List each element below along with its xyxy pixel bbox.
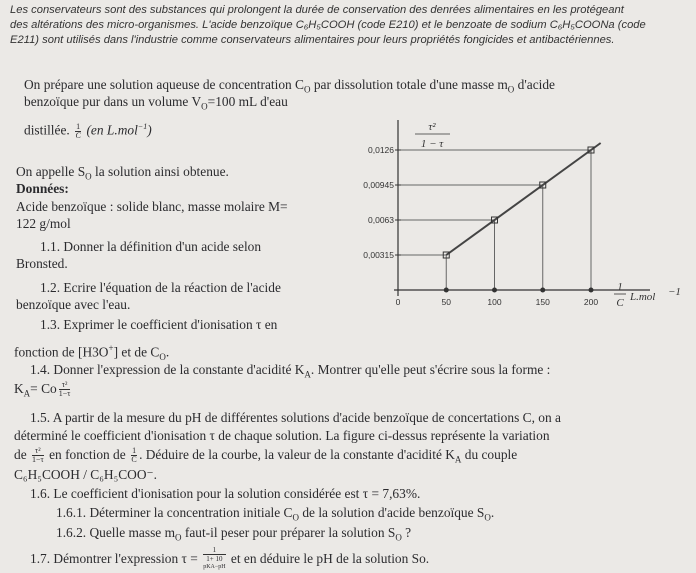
question-1-2-a: 1.2. Ecrire l'équation de la réaction de l'acide — [40, 280, 281, 295]
x-axis-marker — [589, 288, 594, 293]
question-1-4-a: 1.4. Donner l'expression de la constante d'acidité $K_A$. Montrer qu'elle peut s'écrire sous la forme : — [30, 362, 551, 380]
x-axis-marker — [492, 288, 497, 293]
question-1-3-a: 1.3. Exprimer le coefficient d'ionisation τ en — [40, 317, 278, 332]
x-tick-label: 0 — [395, 297, 401, 307]
paragraph-solution-name: On appelle $S_O$ la solution ainsi obtenue. — [16, 164, 229, 182]
x-axis-marker — [444, 288, 449, 293]
x-tick-label: 200 — [583, 297, 599, 307]
x-axis-label-num: 1 — [617, 281, 623, 293]
intro-line-3: E211) sont utilisés dans l'industrie comme conservateurs alimentaires pour leurs propriétés fongicides et antibactériennes. — [10, 34, 615, 47]
question-1-6-2: 1.6.2. Quelle masse $m_O$ faut-il peser pour préparer la solution $S_O$ ? — [56, 525, 412, 543]
question-1-5-b: déterminé le coefficient d'ionisation τ de chaque solution. La figure ci-dessus représente la variation — [14, 428, 550, 443]
y-tick-label: 0,0063 — [368, 215, 394, 225]
question-1-7: 1.7. Démontrer l'expression τ = 1 1+ 10 $^{pKA-pH}$ et en déduire le pH de la solution So. — [30, 546, 430, 570]
heading-donnees: Données: — [16, 181, 69, 196]
y-axis-label-den: 1 − τ — [420, 138, 444, 150]
question-1-2-b: benzoïque avec l'eau. — [16, 297, 131, 312]
question-1-5-d: C₆H₅COOH / C₆H₅COO⁻. — [14, 467, 157, 482]
question-1-5-c: de $\frac{\text{τ²}}{1-\tau}$ en fonction de $\frac{1}{C}$ . Déduire de la courbe, la valeur de la constante d'acidité $K_A$ du couple — [14, 446, 518, 465]
question-1-6-1: 1.6.1. Déterminer la concentration initiale $C_O$ de la solution d'acide benzoïque $S_O$. — [56, 505, 495, 523]
x-axis-label-den: C — [616, 297, 624, 309]
question-1-4-formula: $K_A= Co$ $\frac{\text{τ²}}{1-\tau}$ — [14, 380, 71, 399]
y-axis-label-num: τ² — [428, 121, 436, 133]
y-tick-label: 0,0126 — [368, 145, 394, 155]
question-1-6: 1.6. Le coefficient d'ionisation pour la solution considérée est τ = 7,63%. — [30, 486, 421, 501]
y-tick-label: 0,00315 — [363, 250, 394, 260]
question-1-3-b: fonction de [H3O+] et de $C_O$. — [14, 343, 170, 363]
y-tick-label: 0,00945 — [363, 180, 394, 190]
paragraph-preparation: On prépare une solution aqueuse de concentration $C_O$ par dissolution totale d'une masse $m_O$ d'acide — [24, 77, 555, 95]
question-1-5-a: 1.5. A partir de la mesure du pH de différentes solutions d'acide benzoïque de concertations C, on a — [30, 410, 561, 425]
x-axis-marker — [540, 288, 545, 293]
x-tick-label: 100 — [487, 297, 502, 307]
intro-line-2: des altérations des micro-organismes. L'acide benzoïque C₆H₅COOH (code E210) et le benzoate de sodium C₆H₅COONa (code — [10, 19, 646, 32]
paragraph-volume: benzoïque pur dans un volume $V_O=100$ mL d'eau — [24, 94, 288, 112]
x-tick-label: 150 — [535, 297, 550, 307]
data-acide-1: Acide benzoïque : solide blanc, masse molaire M= — [16, 199, 288, 214]
chart-area — [363, 120, 681, 309]
paragraph-distillee: distillée. $\frac{1}{C}$ (en L.mol$^{-1}$) — [24, 121, 152, 140]
x-axis-label-unit: L.mol — [630, 291, 656, 303]
x-tick-label: 50 — [441, 297, 451, 307]
question-1-1-a: 1.1. Donner la définition d'un acide selon — [40, 239, 262, 254]
data-acide-2: 122 g/mol — [16, 216, 71, 231]
data-line — [446, 143, 600, 255]
intro-line-1: Les conservateurs sont des substances qui prolongent la durée de conservation des denrées alimentaires en les protégeant — [10, 4, 624, 16]
x-axis-label-exp: −1 — [668, 286, 681, 298]
question-1-1-b: Bronsted. — [16, 256, 68, 271]
